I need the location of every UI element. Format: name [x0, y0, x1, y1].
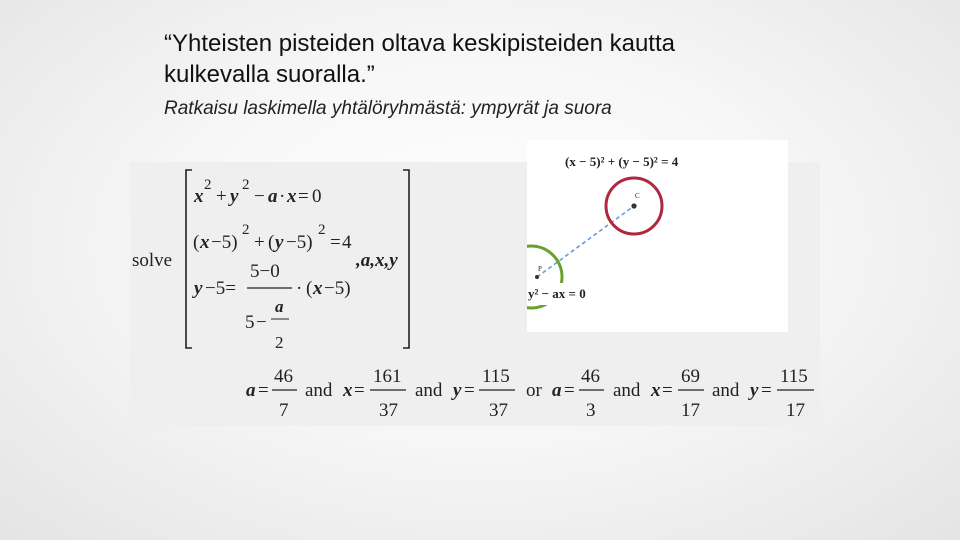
- svg-text:·: ·: [279, 186, 286, 207]
- matrix-left-bracket: [186, 170, 192, 348]
- result-or: or: [526, 380, 542, 401]
- eq2-rhs: 4: [342, 232, 352, 253]
- slide-title: [164, 28, 884, 90]
- eq3-den-2: 2: [275, 333, 284, 352]
- graph-panel: [527, 140, 788, 332]
- eq1-rhs: 0: [312, 186, 322, 207]
- result-x1-num: 161: [373, 366, 402, 387]
- result-a2-den: 3: [586, 400, 596, 421]
- result-a1-den: 7: [279, 400, 289, 421]
- svg-text:x: x: [343, 380, 353, 401]
- svg-text:+: +: [254, 232, 265, 253]
- svg-text:2: 2: [204, 177, 212, 193]
- result-and-2: and: [415, 380, 443, 401]
- result-y2-den: 17: [786, 400, 805, 421]
- eq3-numerator: 5−0: [250, 261, 280, 282]
- svg-text:a: a: [552, 380, 562, 401]
- result-x2-num: 69: [681, 366, 700, 387]
- svg-text:−5): −5): [211, 232, 238, 253]
- p-point: [535, 275, 539, 279]
- solve-variables: ,a,x,y: [356, 250, 398, 271]
- svg-text:x: x: [194, 186, 204, 207]
- svg-text:x: x: [313, 278, 323, 299]
- svg-text:−: −: [256, 312, 267, 333]
- svg-text:=: =: [761, 380, 772, 401]
- svg-text:2: 2: [242, 222, 250, 238]
- svg-text:y: y: [230, 186, 239, 207]
- center-point-label: C: [635, 192, 640, 200]
- svg-text:−5): −5): [286, 232, 313, 253]
- svg-text:x: x: [287, 186, 297, 207]
- equation-1: [193, 177, 322, 207]
- svg-text:y: y: [194, 278, 203, 299]
- result-and-4: and: [712, 380, 740, 401]
- result-x1-den: 37: [379, 400, 398, 421]
- svg-text:−5): −5): [324, 278, 351, 299]
- svg-text:y: y: [750, 380, 759, 401]
- center-point: [631, 203, 636, 208]
- svg-text:=: =: [330, 232, 341, 253]
- result-and-1: and: [305, 380, 333, 401]
- svg-text:−5=: −5=: [205, 278, 236, 299]
- p-point-label: P: [538, 265, 542, 273]
- svg-text:(: (: [306, 278, 313, 299]
- solve-result: [246, 366, 814, 421]
- result-y1-num: 115: [482, 366, 510, 387]
- svg-text:a: a: [268, 186, 278, 207]
- solve-command: solve: [132, 250, 173, 271]
- svg-text:(: (: [268, 232, 275, 253]
- slide-subtitle: Ratkaisu laskimella yhtälöryhmästä: ympyrät ja suora: [164, 98, 612, 119]
- circle-equation-label: (x − 5)² + (y − 5)² = 4: [565, 154, 679, 169]
- equation-3: [192, 261, 351, 352]
- svg-text:y: y: [275, 232, 284, 253]
- svg-text:=: =: [258, 380, 269, 401]
- svg-text:=: =: [564, 380, 575, 401]
- result-a1-num: 46: [274, 366, 293, 387]
- eq3-den-five: 5: [245, 312, 255, 333]
- svg-text:=: =: [354, 380, 365, 401]
- svg-text:x: x: [651, 380, 661, 401]
- svg-text:2: 2: [318, 222, 326, 238]
- eq3-den-a: a: [275, 297, 284, 316]
- graph-canvas: [527, 140, 788, 332]
- svg-text:(: (: [193, 232, 200, 253]
- svg-text:=: =: [464, 380, 475, 401]
- result-x2-den: 17: [681, 400, 700, 421]
- svg-text:=: =: [662, 380, 673, 401]
- svg-text:y: y: [453, 380, 462, 401]
- svg-text:+: +: [216, 186, 227, 207]
- svg-text:a: a: [246, 380, 256, 401]
- parabola-equation-label: y² − ax = 0: [528, 286, 586, 301]
- svg-text:x: x: [200, 232, 210, 253]
- slide-title-line-2: kulkevalla suoralla.”: [164, 61, 375, 88]
- svg-text:2: 2: [242, 177, 250, 193]
- matrix-right-bracket: [403, 170, 409, 348]
- svg-text:·: ·: [296, 278, 303, 299]
- svg-text:−: −: [254, 186, 265, 207]
- result-and-3: and: [613, 380, 641, 401]
- slide-title-line-1: “Yhteisten pisteiden oltava keskipisteiden kautta: [164, 30, 675, 57]
- svg-text:=: =: [298, 186, 309, 207]
- center-line: [537, 206, 634, 277]
- equation-2: [193, 222, 352, 253]
- result-y2-num: 115: [780, 366, 808, 387]
- result-a2-num: 46: [581, 366, 600, 387]
- result-y1-den: 37: [489, 400, 508, 421]
